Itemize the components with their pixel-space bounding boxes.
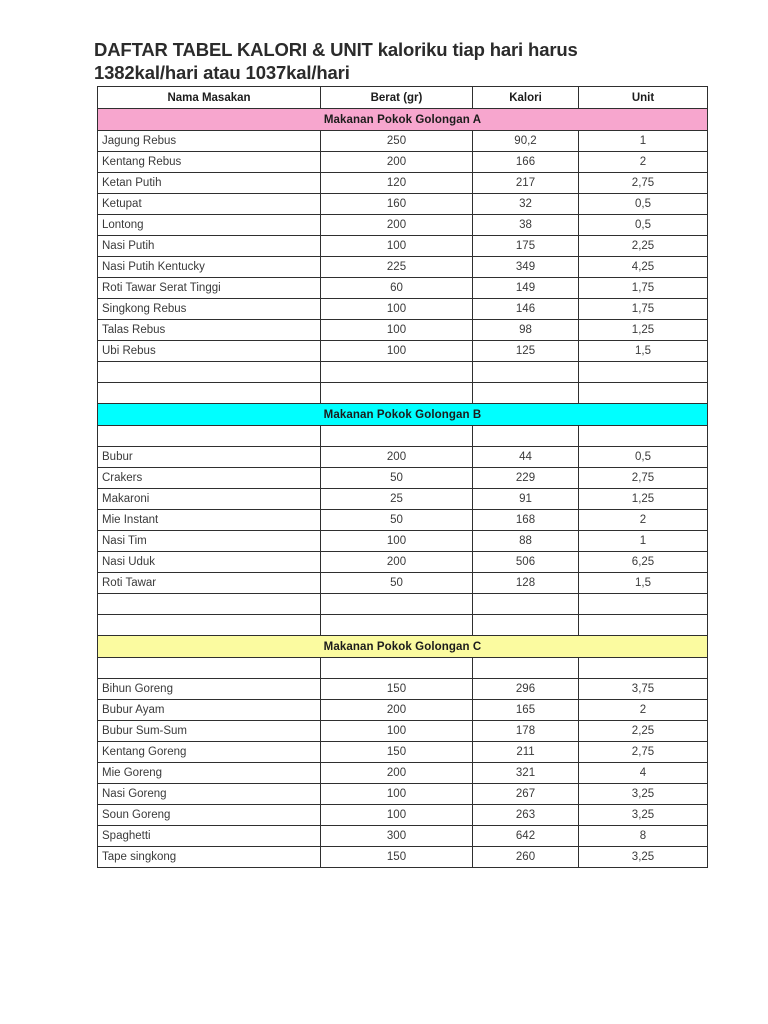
cell-name: Mie Goreng xyxy=(98,763,321,784)
table-spacer-cell xyxy=(98,383,321,404)
section-title-c: Makanan Pokok Golongan C xyxy=(98,636,708,658)
cell-kalori: 178 xyxy=(473,721,579,742)
table-row xyxy=(98,215,708,236)
table-spacer-cell xyxy=(579,615,708,636)
table-row xyxy=(98,194,708,215)
table-row xyxy=(98,131,708,152)
cell-unit: 3,25 xyxy=(579,847,708,868)
cell-kalori: 91 xyxy=(473,489,579,510)
cell-kalori: 38 xyxy=(473,215,579,236)
cell-berat: 100 xyxy=(321,805,473,826)
table-spacer-cell xyxy=(98,362,321,383)
table-row xyxy=(98,489,708,510)
table-spacer-cell xyxy=(321,383,473,404)
cell-kalori: 267 xyxy=(473,784,579,805)
cell-name: Nasi Putih Kentucky xyxy=(98,257,321,278)
column-header-berat: Berat (gr) xyxy=(321,87,473,109)
table-row xyxy=(98,763,708,784)
column-header-kalori: Kalori xyxy=(473,87,579,109)
cell-name: Kentang Rebus xyxy=(98,152,321,173)
table-row xyxy=(98,510,708,531)
cell-kalori: 90,2 xyxy=(473,131,579,152)
cell-berat: 100 xyxy=(321,236,473,257)
cell-unit: 0,5 xyxy=(579,447,708,468)
cell-name: Kentang Goreng xyxy=(98,742,321,763)
cell-berat: 200 xyxy=(321,700,473,721)
cell-kalori: 260 xyxy=(473,847,579,868)
table-spacer-cell xyxy=(579,426,708,447)
cell-name: Singkong Rebus xyxy=(98,299,321,320)
cell-kalori: 263 xyxy=(473,805,579,826)
cell-kalori: 128 xyxy=(473,573,579,594)
cell-berat: 25 xyxy=(321,489,473,510)
table-row xyxy=(98,173,708,194)
table-spacer-cell xyxy=(579,594,708,615)
table-spacer-cell xyxy=(473,658,579,679)
table-row xyxy=(98,236,708,257)
page-title xyxy=(94,38,734,84)
cell-unit: 3,25 xyxy=(579,805,708,826)
cell-kalori: 296 xyxy=(473,679,579,700)
cell-berat: 200 xyxy=(321,215,473,236)
cell-berat: 300 xyxy=(321,826,473,847)
cell-unit: 4 xyxy=(579,763,708,784)
cell-unit: 1,5 xyxy=(579,573,708,594)
table-header-row xyxy=(98,87,708,109)
cell-kalori: 642 xyxy=(473,826,579,847)
table-spacer-cell xyxy=(321,615,473,636)
column-header-unit: Unit xyxy=(579,87,708,109)
cell-berat: 250 xyxy=(321,131,473,152)
cell-name: Bubur Sum-Sum xyxy=(98,721,321,742)
table-spacer-row xyxy=(98,615,708,636)
table-row xyxy=(98,700,708,721)
cell-name: Spaghetti xyxy=(98,826,321,847)
table-spacer-row xyxy=(98,594,708,615)
cell-berat: 100 xyxy=(321,784,473,805)
cell-kalori: 175 xyxy=(473,236,579,257)
cell-kalori: 98 xyxy=(473,320,579,341)
cell-kalori: 211 xyxy=(473,742,579,763)
table-spacer-cell xyxy=(98,658,321,679)
table-spacer-cell xyxy=(579,658,708,679)
cell-kalori: 321 xyxy=(473,763,579,784)
cell-berat: 120 xyxy=(321,173,473,194)
cell-name: Ketan Putih xyxy=(98,173,321,194)
cell-berat: 100 xyxy=(321,341,473,362)
cell-unit: 1,25 xyxy=(579,489,708,510)
cell-berat: 50 xyxy=(321,573,473,594)
cell-berat: 200 xyxy=(321,152,473,173)
table-row xyxy=(98,679,708,700)
cell-name: Nasi Uduk xyxy=(98,552,321,573)
cell-name: Nasi Tim xyxy=(98,531,321,552)
cell-kalori: 88 xyxy=(473,531,579,552)
table-spacer-cell xyxy=(98,615,321,636)
cell-unit: 3,75 xyxy=(579,679,708,700)
cell-unit: 1,75 xyxy=(579,278,708,299)
table-spacer-cell xyxy=(98,594,321,615)
table-spacer-cell xyxy=(321,594,473,615)
page-title-line-1: DAFTAR TABEL KALORI & UNIT kaloriku tiap hari harus xyxy=(94,39,578,60)
cell-berat: 200 xyxy=(321,447,473,468)
cell-unit: 1 xyxy=(579,131,708,152)
cell-name: Soun Goreng xyxy=(98,805,321,826)
cell-unit: 2,75 xyxy=(579,173,708,194)
cell-name: Roti Tawar Serat Tinggi xyxy=(98,278,321,299)
table-row xyxy=(98,257,708,278)
cell-kalori: 217 xyxy=(473,173,579,194)
table-spacer-row xyxy=(98,383,708,404)
cell-kalori: 32 xyxy=(473,194,579,215)
table-spacer-row xyxy=(98,426,708,447)
table-row xyxy=(98,826,708,847)
table-header xyxy=(98,87,708,109)
cell-berat: 150 xyxy=(321,847,473,868)
section-header-row-c xyxy=(98,636,708,658)
cell-berat: 100 xyxy=(321,531,473,552)
cell-unit: 2,25 xyxy=(579,236,708,257)
cell-name: Talas Rebus xyxy=(98,320,321,341)
cell-unit: 3,25 xyxy=(579,784,708,805)
cell-berat: 160 xyxy=(321,194,473,215)
table-row xyxy=(98,152,708,173)
table-row xyxy=(98,278,708,299)
section-header-row-a xyxy=(98,109,708,131)
page-title-line-2: 1382kal/hari atau 1037kal/hari xyxy=(94,62,350,83)
table-spacer-row xyxy=(98,658,708,679)
cell-name: Mie Instant xyxy=(98,510,321,531)
section-header-row-b xyxy=(98,404,708,426)
table-row xyxy=(98,531,708,552)
cell-unit: 4,25 xyxy=(579,257,708,278)
cell-name: Bubur Ayam xyxy=(98,700,321,721)
cell-unit: 0,5 xyxy=(579,215,708,236)
table-spacer-cell xyxy=(98,426,321,447)
table-row xyxy=(98,573,708,594)
cell-berat: 100 xyxy=(321,320,473,341)
table-spacer-cell xyxy=(473,615,579,636)
table-spacer-cell xyxy=(321,426,473,447)
cell-kalori: 506 xyxy=(473,552,579,573)
cell-berat: 150 xyxy=(321,742,473,763)
cell-kalori: 149 xyxy=(473,278,579,299)
table-row xyxy=(98,468,708,489)
table-row xyxy=(98,784,708,805)
table-row xyxy=(98,320,708,341)
cell-name: Makaroni xyxy=(98,489,321,510)
table-spacer-cell xyxy=(473,383,579,404)
cell-unit: 2,75 xyxy=(579,742,708,763)
table-row xyxy=(98,721,708,742)
table-row xyxy=(98,447,708,468)
cell-berat: 50 xyxy=(321,468,473,489)
cell-berat: 225 xyxy=(321,257,473,278)
cell-unit: 1,75 xyxy=(579,299,708,320)
cell-name: Ketupat xyxy=(98,194,321,215)
cell-name: Ubi Rebus xyxy=(98,341,321,362)
cell-unit: 2 xyxy=(579,510,708,531)
cell-unit: 2 xyxy=(579,700,708,721)
cell-name: Roti Tawar xyxy=(98,573,321,594)
cell-kalori: 166 xyxy=(473,152,579,173)
table-spacer-cell xyxy=(473,426,579,447)
cell-kalori: 349 xyxy=(473,257,579,278)
table-spacer-cell xyxy=(579,362,708,383)
cell-berat: 100 xyxy=(321,721,473,742)
calorie-table xyxy=(97,86,708,868)
table-row xyxy=(98,341,708,362)
table-row xyxy=(98,847,708,868)
cell-berat: 150 xyxy=(321,679,473,700)
section-title-b: Makanan Pokok Golongan B xyxy=(98,404,708,426)
cell-unit: 6,25 xyxy=(579,552,708,573)
cell-name: Bihun Goreng xyxy=(98,679,321,700)
cell-name: Lontong xyxy=(98,215,321,236)
cell-name: Crakers xyxy=(98,468,321,489)
cell-kalori: 44 xyxy=(473,447,579,468)
cell-berat: 50 xyxy=(321,510,473,531)
table-spacer-cell xyxy=(321,362,473,383)
cell-unit: 2 xyxy=(579,152,708,173)
table-row xyxy=(98,299,708,320)
cell-unit: 1,5 xyxy=(579,341,708,362)
table-body xyxy=(98,109,708,868)
table-row xyxy=(98,805,708,826)
cell-berat: 200 xyxy=(321,763,473,784)
table-spacer-cell xyxy=(321,658,473,679)
cell-kalori: 146 xyxy=(473,299,579,320)
cell-name: Nasi Putih xyxy=(98,236,321,257)
cell-name: Jagung Rebus xyxy=(98,131,321,152)
table-row xyxy=(98,742,708,763)
table-row xyxy=(98,552,708,573)
cell-unit: 8 xyxy=(579,826,708,847)
cell-unit: 2,75 xyxy=(579,468,708,489)
cell-berat: 100 xyxy=(321,299,473,320)
cell-unit: 1 xyxy=(579,531,708,552)
cell-kalori: 125 xyxy=(473,341,579,362)
cell-kalori: 165 xyxy=(473,700,579,721)
cell-berat: 60 xyxy=(321,278,473,299)
cell-name: Tape singkong xyxy=(98,847,321,868)
table-spacer-cell xyxy=(579,383,708,404)
cell-name: Bubur xyxy=(98,447,321,468)
calorie-table-container xyxy=(97,86,707,868)
table-spacer-row xyxy=(98,362,708,383)
cell-berat: 200 xyxy=(321,552,473,573)
cell-name: Nasi Goreng xyxy=(98,784,321,805)
table-spacer-cell xyxy=(473,362,579,383)
cell-unit: 1,25 xyxy=(579,320,708,341)
cell-unit: 0,5 xyxy=(579,194,708,215)
table-spacer-cell xyxy=(473,594,579,615)
column-header-nama-masakan: Nama Masakan xyxy=(98,87,321,109)
cell-kalori: 168 xyxy=(473,510,579,531)
cell-unit: 2,25 xyxy=(579,721,708,742)
cell-kalori: 229 xyxy=(473,468,579,489)
section-title-a: Makanan Pokok Golongan A xyxy=(98,109,708,131)
